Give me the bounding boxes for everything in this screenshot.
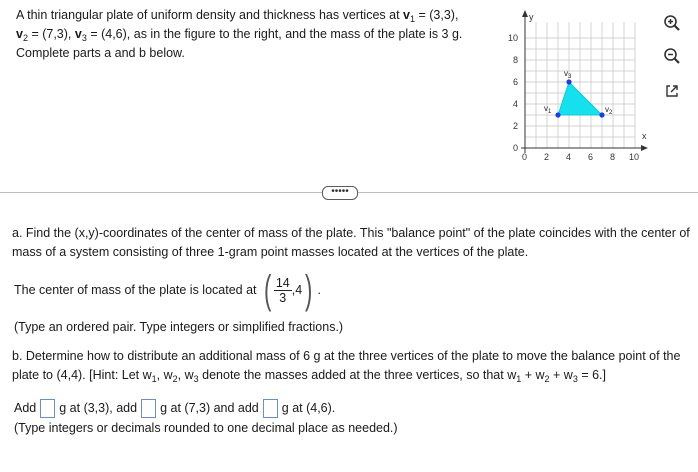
y-tick-6: 6: [513, 77, 519, 87]
answer-prefix: The center of mass of the plate is located at: [14, 282, 257, 297]
fraction-14-3: $\frac{14}{3}$: [275, 275, 290, 305]
zoom-out-icon[interactable]: [661, 45, 683, 67]
w2-input[interactable]: [141, 399, 156, 418]
popout-icon[interactable]: [661, 80, 683, 102]
ordered-pair-answer: ( $\frac{14}{3}$ ,4 ): [263, 268, 313, 312]
y-axis-arrow: [522, 10, 528, 17]
vertex-v3-label: $v_3$: [564, 69, 572, 80]
problem-line-2: $v_2 = (7,3)$, $v_3 = (4,6)$, as in the figure to the right, and the mass of the plate is 3 g.: [16, 27, 463, 43]
y-tick-10: 10: [508, 33, 519, 43]
part-b-question: b. Determine how to distribute an additional mass of 6 g at the three vertices of the plate to move the balance point of the plate to (4,4). [Hint: Let $w_1$, $w_2$, $w_3$ denote the masses added at the three vertices, so that $w_1 + w_2 + w_3 = 6$.]: [12, 349, 681, 384]
expand-more-button[interactable]: •••••: [322, 186, 358, 200]
x-tick-0: 0: [522, 152, 528, 162]
triangle-graph: [505, 8, 655, 168]
vertex-v3-point: [566, 79, 571, 84]
center-of-mass-answer-line: The center of mass of the plate is located at ( $\frac{14}{3}$ ,4 ) .: [14, 268, 321, 312]
problem-line-3: Complete parts a and b below.: [16, 46, 185, 60]
mass-distribution-answer-line: Add g at (3,3), add g at (7,3) and add g at (4,6).: [14, 399, 335, 418]
w1-input[interactable]: [40, 399, 55, 418]
x-tick-6: 6: [588, 152, 594, 162]
x-axis-arrow: [641, 145, 648, 151]
zoom-in-icon[interactable]: [661, 12, 683, 34]
w3-input[interactable]: [263, 399, 278, 418]
part-a-question: a. Find the (x,y)-coordinates of the center of mass of the plate. This "balance point" of the plate coincides with the center of mass of a system consisting of three 1-gram point masses located at the vertices of the plate.: [12, 226, 690, 259]
part-a-instruction: (Type an ordered pair. Type integers or simplified fractions.): [14, 320, 344, 334]
x-tick-2: 2: [544, 152, 550, 162]
x-axis-label: x: [642, 131, 647, 141]
vertex-v1-label: $v_1$: [544, 104, 552, 115]
grid: [525, 22, 635, 148]
problem-statement: [16, 6, 496, 63]
part-b-instruction: (Type integers or decimals rounded to one decimal place as needed.): [14, 421, 398, 435]
y-tick-0: 0: [513, 143, 519, 153]
y-tick-8: 8: [513, 55, 519, 65]
vertex-v2-point: [599, 112, 604, 117]
y-tick-2: 2: [513, 121, 519, 131]
vertex-v1-point: [555, 112, 560, 117]
problem-line-1: A thin triangular plate of uniform density and thickness has vertices at $v_1 = (3,3)$,: [16, 8, 459, 24]
y-axis-label: y: [529, 12, 534, 22]
vertex-v2-label: $v_2$: [605, 105, 613, 116]
x-tick-4: 4: [566, 152, 572, 162]
x-tick-10: 10: [629, 152, 640, 162]
y-tick-4: 4: [513, 99, 519, 109]
x-tick-8: 8: [610, 152, 616, 162]
second-coordinate: ,4: [291, 282, 303, 297]
